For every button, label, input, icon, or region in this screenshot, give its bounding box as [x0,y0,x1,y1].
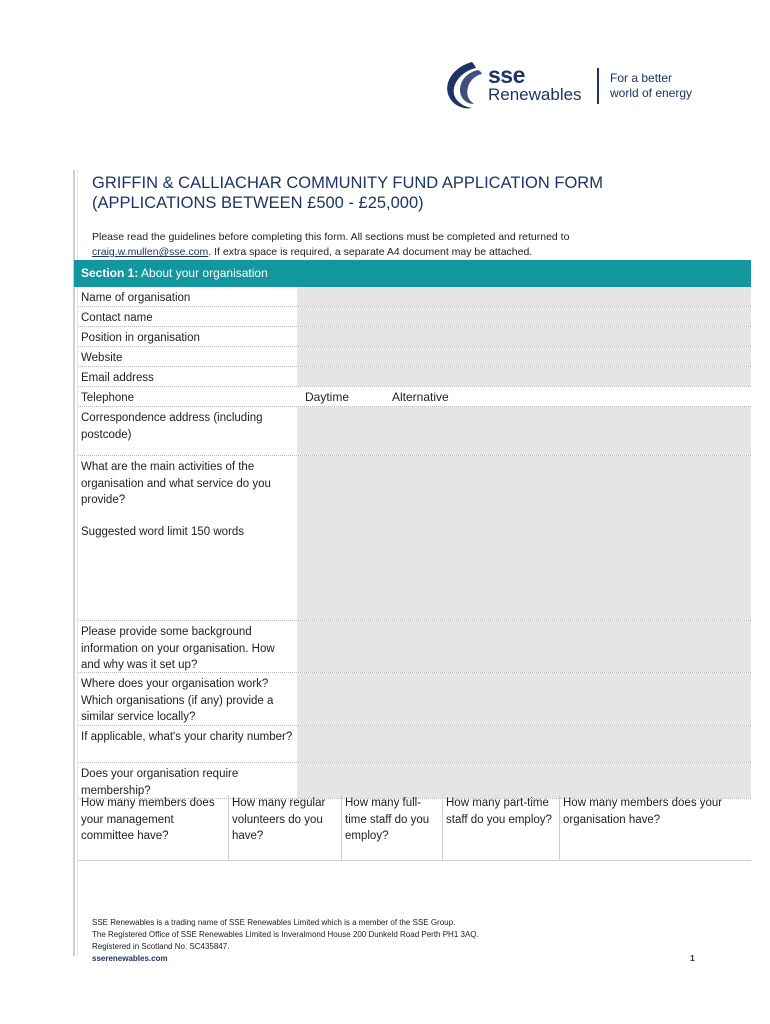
label-background: Please provide some background information on your organisation. How and why was it set up? [81,626,275,671]
organisation-form [78,287,751,799]
form-row-name [78,287,751,307]
staff-cell-members[interactable]: How many members does your organisation have? [563,797,723,826]
form-title-line1: GRIFFIN & CALLIACHAR COMMUNITY FUND APPLICATION FORM [92,174,603,192]
input-address[interactable] [297,407,751,455]
logo-tagline-2: world of energy [610,86,693,100]
staff-cell-committee[interactable]: How many members does your management committee have? [78,795,229,860]
input-website[interactable] [297,347,751,366]
label-where: Where does your organisation work? Which organisations (if any) provide a similar service locally? [81,678,274,723]
footer-line-2: The Registered Office of SSE Renewables Limited is Inveralmond House 200 Dunkeld Road Perth PH1 3AQ. [92,930,479,939]
telephone-alternative-label[interactable]: Alternative [392,390,449,404]
form-row-activities [78,456,751,621]
form-row-membership [78,763,751,799]
swirl-logo-icon [442,60,486,112]
left-margin-rule [73,170,75,956]
input-contact-name[interactable] [297,307,751,326]
form-row-where [78,673,751,726]
section-1-header [74,260,751,287]
input-position[interactable] [297,327,751,346]
contact-email-link[interactable]: craig.w.mullen@sse.com [92,246,209,258]
logo-divider [597,68,599,104]
label-activities-question: What are the main activities of the organisation and what service do you provide? [81,461,271,506]
page-footer [92,917,712,965]
input-email[interactable] [297,367,751,386]
form-row-address [78,407,751,456]
page-number: 1 [690,953,695,963]
form-title [92,173,732,213]
form-row-contact [78,307,751,327]
label-contact: Contact name [81,312,153,324]
input-activities[interactable] [297,456,751,620]
staff-cell-volunteers[interactable]: How many regular volunteers do you have? [229,795,342,860]
input-organisation-name[interactable] [297,287,751,306]
label-telephone: Telephone [81,392,135,404]
label-charity: If applicable, what's your charity number? [81,731,293,743]
form-row-position [78,327,751,347]
input-background[interactable] [297,621,751,672]
telephone-fields [297,387,751,406]
staff-cell-parttime[interactable]: How many part-time staff do you employ? [443,795,560,860]
form-row-email [78,367,751,387]
intro-text-1: Please read the guidelines before completing this form. All sections must be completed and returned to [92,231,570,243]
form-row-background [78,621,751,673]
label-name: Name of organisation [81,292,191,304]
footer-line-1: SSE Renewables is a trading name of SSE Renewables Limited which is a member of the SSE Group. [92,918,456,927]
label-activities-hint: Suggested word limit 150 words [81,525,244,538]
form-row-website [78,347,751,367]
form-title-line2: (APPLICATIONS BETWEEN £500 - £25,000) [92,194,424,212]
form-row-charity [78,726,751,763]
logo-brand-text: sse [488,62,525,88]
label-website: Website [81,352,123,364]
input-where[interactable] [297,673,751,725]
label-membership: Does your organisation require membership? [81,768,239,797]
section-1-prefix: Section 1: [81,266,139,280]
form-row-telephone [78,387,751,407]
label-email: Email address [81,372,154,384]
label-address: Correspondence address (including postcode) [81,412,263,441]
intro-text-2: . If extra space is required, a separate A4 document may be attached. [208,246,533,258]
footer-line-3: Registered in Scotland No. SC435847. [92,942,230,951]
logo-tagline-1: For a better [610,71,673,85]
section-1-title: About your organisation [138,266,268,280]
telephone-daytime-label[interactable]: Daytime [305,390,350,404]
intro-text [92,230,732,260]
label-activities [78,456,297,620]
staff-cell-fulltime[interactable]: How many full-time staff do you employ? [342,795,443,860]
input-membership[interactable] [297,763,751,798]
logo-sub-text: Renewables [488,85,582,104]
label-position: Position in organisation [81,332,200,344]
staff-members-row [78,795,751,861]
footer-website-link[interactable]: sserenewables.com [92,954,168,963]
sse-renewables-logo [442,60,712,112]
input-charity-number[interactable] [297,726,751,762]
